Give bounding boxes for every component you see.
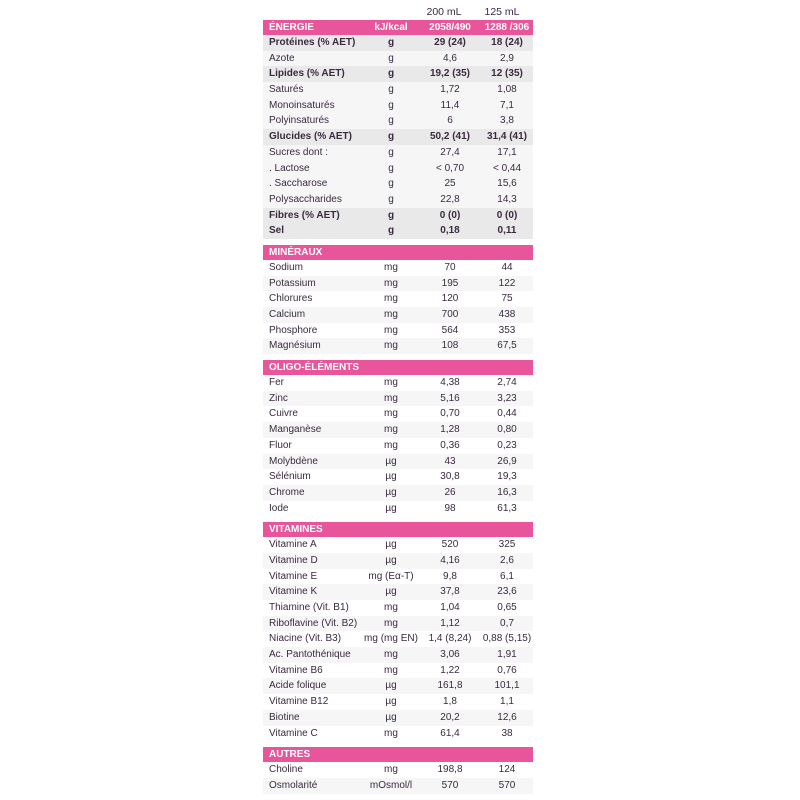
nutrient-name: Phosphore	[269, 324, 318, 336]
nutrient-name: Saturés	[269, 84, 304, 96]
value-125ml: 7,1	[500, 99, 514, 111]
table-row	[263, 176, 533, 192]
value-200ml: 0,70	[440, 408, 460, 420]
table-row	[263, 710, 533, 726]
nutrient-name: Vitamine K	[269, 586, 318, 598]
value-125ml: 16,3	[497, 486, 517, 498]
value-125ml: 0,76	[497, 664, 517, 676]
value-125ml: 17,1	[497, 146, 517, 158]
nutrient-unit: mg	[384, 617, 398, 629]
value-200ml: 27,4	[440, 146, 460, 158]
nutrient-unit: g	[388, 99, 394, 111]
table-row	[263, 223, 533, 239]
value-125ml: 19,3	[497, 471, 517, 483]
nutrient-unit: g	[388, 52, 394, 64]
nutrient-unit: mg	[384, 424, 398, 436]
nutrient-unit: g	[388, 146, 394, 158]
value-200ml: 161,8	[437, 680, 463, 692]
value-200ml: 570	[441, 779, 459, 791]
nutrient-unit: mg	[384, 309, 398, 320]
value-125ml: 14,3	[497, 193, 517, 205]
nutrient-unit: mg	[384, 377, 398, 389]
table-row	[263, 569, 533, 585]
nutrient-unit: mg	[384, 293, 398, 305]
section-title: VITAMINES	[269, 524, 323, 536]
energy-unit: kJ/kcal	[374, 22, 408, 33]
value-200ml: 108	[441, 340, 459, 352]
table-row	[263, 616, 533, 632]
value-125ml: 0 (0)	[496, 209, 518, 221]
nutrient-name: Potassium	[269, 277, 316, 289]
energy-v2: 1288 /306	[484, 22, 530, 33]
table-row	[263, 726, 533, 742]
table-row	[263, 82, 533, 98]
value-125ml: 18 (24)	[491, 37, 523, 48]
nutrient-name: . Saccharose	[269, 178, 328, 190]
table-row	[263, 600, 533, 616]
nutrient-name: Fer	[269, 377, 284, 389]
value-125ml: 3,23	[497, 392, 517, 404]
table-row	[263, 438, 533, 454]
macro-rows	[263, 35, 533, 239]
nutrient-name: Vitamine C	[269, 727, 318, 739]
table-row	[263, 778, 533, 794]
value-200ml: 4,38	[440, 377, 460, 389]
nutrient-unit: mg	[384, 340, 398, 352]
col-125ml-label: 125 mL	[484, 6, 520, 18]
nutrient-unit: µg	[385, 586, 397, 598]
nutrient-unit: µg	[385, 486, 397, 498]
nutrient-unit: g	[387, 37, 395, 48]
value-200ml: 4,6	[443, 52, 457, 64]
nutrient-name: Ac. Pantothénique	[269, 649, 351, 661]
table-row	[263, 678, 533, 694]
value-125ml: 61,3	[497, 502, 517, 514]
table-row	[263, 663, 533, 679]
table-row	[263, 145, 533, 161]
value-200ml: 70	[444, 261, 456, 273]
value-200ml: 120	[441, 293, 459, 305]
nutrient-unit: g	[388, 84, 394, 96]
nutrient-name: Vitamine E	[269, 570, 318, 582]
value-200ml: 0,36	[440, 439, 460, 451]
value-125ml: 12 (35)	[491, 68, 523, 80]
energy-label: ÉNERGIE	[269, 22, 315, 33]
nutrient-unit: mg	[384, 408, 398, 420]
value-200ml: 1,04	[440, 602, 460, 613]
nutrient-unit: mg	[384, 277, 398, 289]
table-row	[263, 260, 533, 276]
nutrient-name: Azote	[269, 52, 295, 64]
table-row	[263, 192, 533, 208]
table-row	[263, 338, 533, 354]
value-200ml: 4,16	[440, 554, 460, 566]
nutrient-name: Sucres dont :	[269, 146, 328, 158]
table-row	[263, 161, 533, 177]
nutrient-name: Vitamine B12	[269, 696, 329, 708]
value-200ml: 50,2 (41)	[429, 131, 471, 143]
value-200ml: 22,8	[440, 193, 460, 205]
nutrient-name: Calcium	[269, 309, 306, 320]
value-200ml: < 0,70	[435, 162, 465, 174]
value-125ml: 0,80	[497, 424, 517, 436]
value-200ml: 520	[441, 539, 459, 551]
value-200ml: 20,2	[440, 711, 460, 723]
value-200ml: 3,06	[440, 649, 460, 661]
nutrient-unit: g	[387, 131, 395, 143]
nutrient-unit: mg	[384, 439, 398, 451]
table-row	[263, 35, 533, 51]
value-125ml: 12,6	[497, 711, 517, 723]
value-200ml: 195	[441, 277, 459, 289]
value-125ml: 124	[498, 764, 516, 776]
value-125ml: 2,9	[500, 52, 514, 64]
nutrient-unit: µg	[385, 711, 397, 723]
nutrient-unit: µg	[385, 696, 397, 708]
nutrient-name: Iode	[269, 502, 289, 514]
table-row	[263, 307, 533, 323]
nutrient-unit: mg	[384, 261, 398, 273]
value-200ml: 98	[444, 502, 456, 514]
value-125ml: 570	[498, 779, 516, 791]
nutrient-name: Biotine	[269, 711, 300, 723]
nutrient-unit: µg	[385, 680, 397, 692]
table-row	[263, 469, 533, 485]
section-header	[263, 360, 533, 375]
value-125ml: 75	[501, 293, 513, 305]
value-125ml: 0,7	[500, 617, 514, 629]
energy-v1: 2058/490	[429, 22, 471, 33]
table-row	[263, 323, 533, 339]
nutrient-unit: mg	[384, 664, 398, 676]
section-title: AUTRES	[269, 749, 311, 761]
value-125ml: 3,8	[500, 115, 514, 127]
value-125ml: 0,44	[497, 408, 517, 420]
table-row	[263, 276, 533, 292]
nutrient-name: Sel	[269, 225, 285, 237]
nutrient-name: Vitamine A	[269, 539, 317, 551]
table-row	[263, 762, 533, 778]
nutrient-unit: mg	[384, 324, 398, 336]
section-header	[263, 747, 533, 762]
nutrient-unit: mg	[384, 727, 398, 739]
value-125ml: 67,5	[497, 340, 517, 352]
table-row	[263, 98, 533, 114]
nutrient-name: Fluor	[269, 439, 292, 451]
nutrient-name: Polysaccharides	[269, 193, 342, 205]
value-200ml: 1,4 (8,24)	[428, 633, 472, 645]
nutrient-name: Sélénium	[269, 471, 311, 483]
nutrient-unit: mg (mg EN)	[364, 633, 418, 645]
nutrient-name: Sodium	[269, 261, 303, 273]
nutrient-name: Molybdène	[269, 455, 318, 467]
value-200ml: 61,4	[440, 727, 460, 739]
value-125ml: 44	[501, 261, 513, 273]
value-125ml: 31,4 (41)	[486, 131, 528, 143]
nutrient-unit: mOsmol/l	[369, 779, 413, 791]
value-125ml: 15,6	[497, 178, 517, 190]
value-200ml: 1,72	[440, 84, 460, 96]
energy-row	[263, 20, 533, 35]
nutrient-unit: g	[387, 225, 395, 237]
table-row	[263, 66, 533, 82]
nutrient-name: Chrome	[269, 486, 305, 498]
table-row	[263, 584, 533, 600]
volume-header	[263, 0, 533, 20]
value-125ml: 438	[498, 309, 516, 320]
table-row	[263, 51, 533, 67]
value-125ml: 38	[501, 727, 513, 739]
value-200ml: 5,16	[440, 392, 460, 404]
nutrient-unit: µg	[385, 502, 397, 514]
value-200ml: 700	[441, 309, 459, 320]
value-125ml: 26,9	[497, 455, 517, 467]
nutrient-unit: mg (Eα-T)	[368, 570, 414, 582]
value-125ml: 122	[498, 277, 516, 289]
table-row	[263, 422, 533, 438]
value-125ml: 0,23	[497, 439, 517, 451]
nutrient-name: Lipides (% AET)	[269, 68, 345, 80]
nutrient-unit: g	[388, 178, 394, 190]
table-row	[263, 631, 533, 647]
value-200ml: 26	[444, 486, 456, 498]
value-200ml: 564	[441, 324, 459, 336]
nutrient-name: Acide folique	[269, 680, 327, 692]
value-125ml: 1,91	[497, 649, 517, 661]
value-200ml: 1,28	[440, 424, 460, 436]
nutrient-unit: µg	[385, 539, 397, 551]
nutrient-sections	[263, 239, 533, 794]
nutrient-name: Polyinsaturés	[269, 115, 330, 127]
nutrient-name: Zinc	[269, 392, 288, 404]
value-125ml: 6,1	[500, 570, 514, 582]
value-125ml: 1,1	[500, 696, 514, 708]
value-200ml: 19,2 (35)	[429, 68, 471, 80]
nutrient-name: Vitamine D	[269, 554, 318, 566]
value-125ml: 101,1	[494, 680, 520, 692]
table-row	[263, 391, 533, 407]
value-200ml: 29 (24)	[434, 37, 466, 48]
nutrient-unit: mg	[384, 764, 398, 776]
value-200ml: 0,18	[440, 225, 460, 237]
value-200ml: 1,8	[443, 696, 457, 708]
nutrient-name: Vitamine B6	[269, 664, 323, 676]
value-125ml: 325	[498, 539, 516, 551]
nutrient-unit: µg	[385, 554, 397, 566]
nutrient-name: Magnésium	[269, 340, 321, 352]
value-125ml: 0,11	[497, 225, 517, 237]
nutrient-name: . Lactose	[269, 162, 310, 174]
section-title: OLIGO-ÉLÉMENTS	[269, 362, 359, 374]
nutrient-unit: µg	[385, 455, 397, 467]
value-200ml: 25	[444, 178, 456, 190]
nutrition-table	[263, 0, 533, 794]
nutrient-unit: g	[387, 209, 395, 221]
section-header	[263, 245, 533, 260]
value-125ml: 1,08	[497, 84, 517, 96]
section-title: MINÉRAUX	[269, 246, 323, 258]
value-125ml: 23,6	[497, 586, 517, 598]
section-header	[263, 522, 533, 537]
nutrient-unit: µg	[385, 471, 397, 483]
value-200ml: 0 (0)	[439, 209, 461, 221]
nutrient-name: Osmolarité	[269, 779, 318, 791]
table-row	[263, 129, 533, 145]
nutrient-unit: g	[388, 193, 394, 205]
value-125ml: 0,65	[497, 602, 517, 613]
nutrient-name: Chlorures	[269, 293, 313, 305]
value-125ml: < 0,44	[492, 162, 522, 174]
value-200ml: 30,8	[440, 471, 460, 483]
nutrient-name: Glucides (% AET)	[269, 131, 352, 143]
table-row	[263, 454, 533, 470]
nutrient-unit: mg	[384, 602, 398, 613]
value-125ml: 2,74	[497, 377, 517, 389]
value-200ml: 43	[444, 455, 456, 467]
nutrient-name: Cuivre	[269, 408, 298, 420]
value-200ml: 198,8	[437, 764, 463, 776]
table-row	[263, 537, 533, 553]
value-200ml: 6	[447, 115, 453, 127]
table-row	[263, 694, 533, 710]
nutrient-name: Monoinsaturés	[269, 99, 335, 111]
table-row	[263, 291, 533, 307]
nutrient-name: Riboflavine (Vit. B2)	[269, 617, 358, 629]
nutrient-name: Protéines (% AET)	[269, 37, 356, 48]
nutrient-name: Niacine (Vit. B3)	[269, 633, 342, 645]
table-row	[263, 485, 533, 501]
nutrient-name: Choline	[269, 764, 303, 776]
table-row	[263, 406, 533, 422]
value-200ml: 9,8	[443, 570, 457, 582]
nutrient-unit: mg	[384, 392, 398, 404]
value-200ml: 1,22	[440, 664, 460, 676]
nutrient-unit: mg	[384, 649, 398, 661]
table-row	[263, 375, 533, 391]
nutrient-name: Fibres (% AET)	[269, 209, 340, 221]
table-row	[263, 208, 533, 224]
nutrient-name: Manganèse	[269, 424, 322, 436]
value-125ml: 2,6	[500, 554, 514, 566]
nutrient-unit: g	[388, 162, 394, 174]
table-row	[263, 113, 533, 129]
nutrient-unit: g	[387, 68, 395, 80]
col-200ml-label: 200 mL	[426, 6, 462, 18]
nutrient-name: Thiamine (Vit. B1)	[269, 602, 349, 613]
value-200ml: 37,8	[440, 586, 460, 598]
nutrient-unit: g	[388, 115, 394, 127]
value-125ml: 0,88 (5,15)	[482, 633, 532, 645]
table-row	[263, 501, 533, 517]
value-125ml: 353	[498, 324, 516, 336]
value-200ml: 11,4	[440, 99, 460, 111]
table-row	[263, 553, 533, 569]
value-200ml: 1,12	[440, 617, 460, 629]
table-row	[263, 647, 533, 663]
